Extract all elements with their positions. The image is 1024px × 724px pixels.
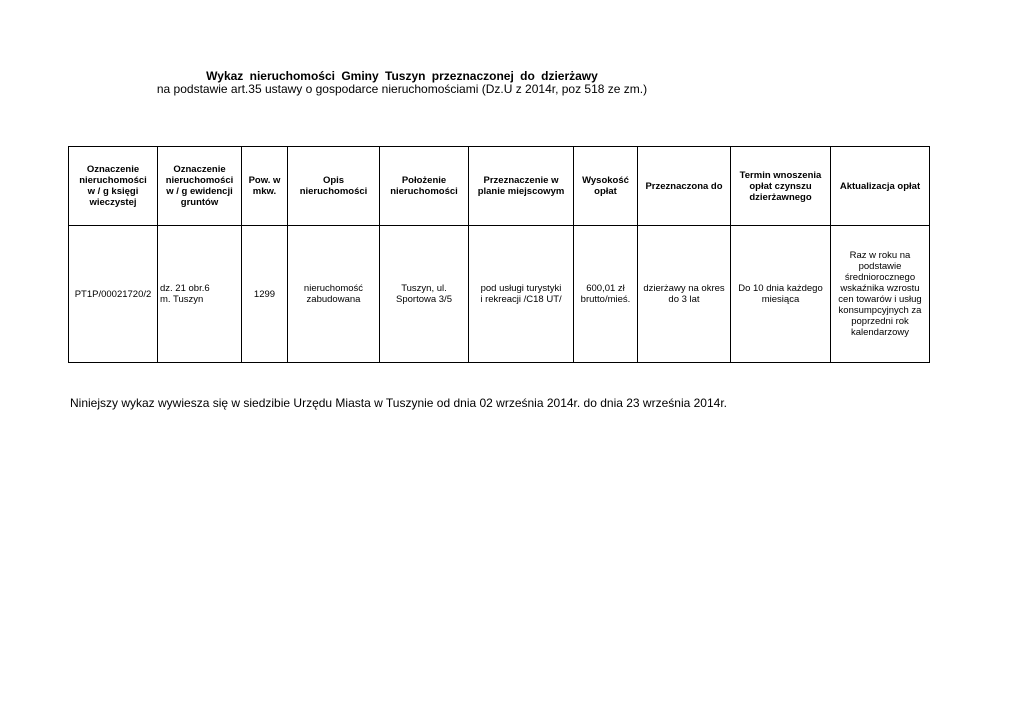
cell-pow: 1299 — [242, 226, 288, 363]
footer-notice: Niniejszy wykaz wywiesza się w siedzibie Urzędu Miasta w Tuszynie od dnia 02 września 2014r. do dnia 23 września 2014r. — [70, 396, 727, 410]
cell-przeznaczona-do: dzierżawy na okres do 3 lat — [638, 226, 731, 363]
cell-kw: PT1P/00021720/2 — [69, 226, 158, 363]
cell-przeznaczenie-plan: pod usługi turystyki i rekreacji /C18 UT/ — [469, 226, 574, 363]
cell-aktualizacja: Raz w roku na podstawie średniorocznego wskaźnika wzrostu cen towarów i usług konsumpcyjnych za poprzedni rok kalendarzowy — [831, 226, 930, 363]
property-table — [68, 146, 930, 363]
document-title: Wykaz nieruchomości Gminy Tuszyn przeznaczonej do dzierżawy — [206, 69, 598, 83]
cell-opis: nieruchomość zabudowana — [288, 226, 380, 363]
document-subtitle: na podstawie art.35 ustawy o gospodarce nieruchomościami (Dz.U z 2014r, poz 518 ze zm.) — [156, 82, 648, 96]
cell-oplaty: 600,01 zł brutto/mieś. — [574, 226, 638, 363]
cell-polozenie: Tuszyn, ul. Sportowa 3/5 — [380, 226, 469, 363]
header-oplaty: Wysokość opłat — [574, 147, 638, 226]
header-aktualizacja: Aktualizacja opłat — [831, 147, 930, 226]
table-row — [69, 226, 930, 363]
cell-termin: Do 10 dnia każdego miesiąca — [731, 226, 831, 363]
cell-ewidencja: dz. 21 obr.6 m. Tuszyn — [158, 226, 242, 363]
header-przeznaczona-do: Przeznaczona do — [638, 147, 731, 226]
table-header-row — [69, 147, 930, 226]
header-przeznaczenie-plan: Przeznaczenie w planie miejscowym — [469, 147, 574, 226]
header-opis: Opis nieruchomości — [288, 147, 380, 226]
header-ewidencja: Oznaczenie nieruchomości w / g ewidencji gruntów — [158, 147, 242, 226]
header-termin: Termin wnoszenia opłat czynszu dzierżawnego — [731, 147, 831, 226]
header-kw: Oznaczenie nieruchomości w / g księgi wieczystej — [69, 147, 158, 226]
header-pow: Pow. w mkw. — [242, 147, 288, 226]
header-polozenie: Położenie nieruchomości — [380, 147, 469, 226]
